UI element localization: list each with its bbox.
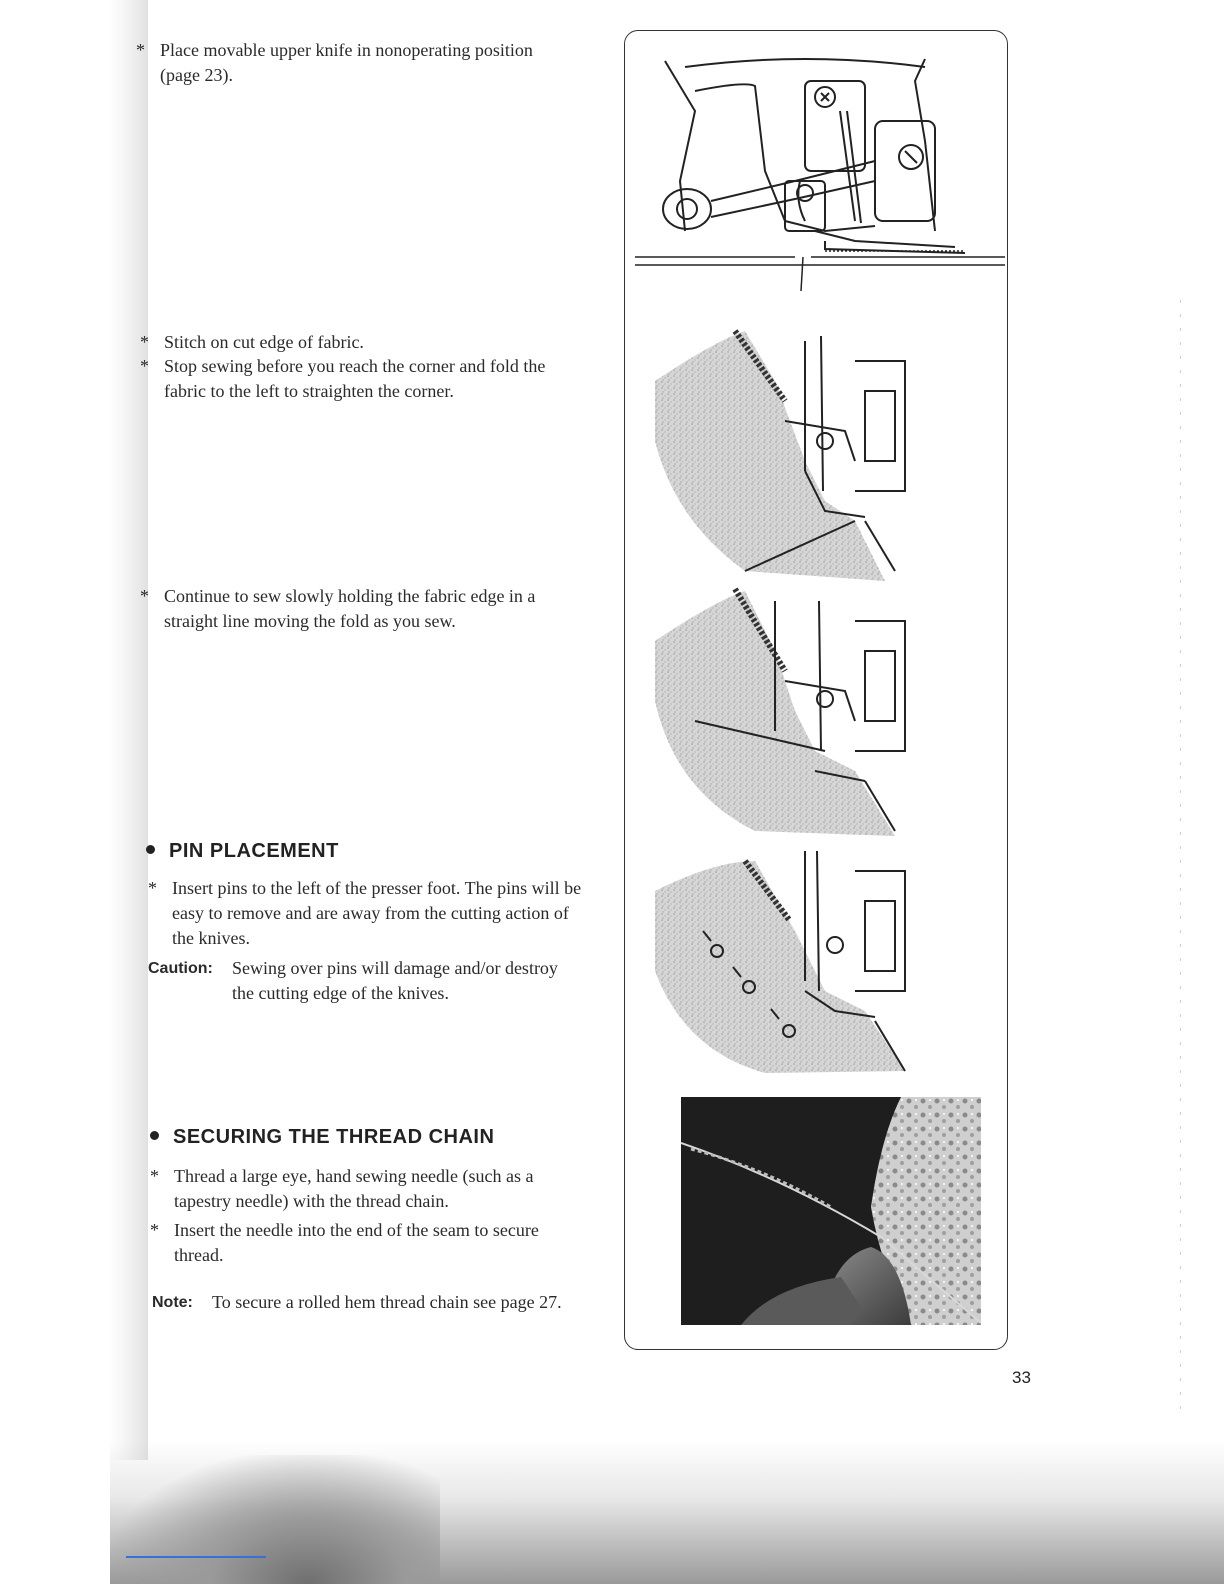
pin-placement-text: Insert pins to the left of the presser foot. The pins will be easy to remove and are away from the cutting action of the knives. (172, 878, 582, 948)
instruction-stitch-edge-text: Stitch on cut edge of fabric. (164, 332, 364, 352)
heading-bullet-dot (150, 1131, 159, 1140)
note-text: To secure a rolled hem thread chain see page 27. (212, 1292, 562, 1312)
thread-chain-photo-image (681, 1097, 981, 1325)
thread-chain-bullet-1-text: Thread a large eye, hand sewing needle (such as a tapestry needle) with the thread chain. (174, 1166, 534, 1211)
bullet-star: * (140, 332, 149, 352)
note (152, 1290, 584, 1315)
page-spine-shadow (108, 0, 148, 1460)
page-number: 33 (1012, 1368, 1031, 1387)
illustration-panel (624, 30, 1008, 1350)
caution-label: Caution: (148, 960, 213, 977)
thread-chain-photo (681, 1097, 981, 1325)
bullet-star: * (136, 40, 145, 60)
thread-chain-heading (150, 1126, 494, 1149)
bullet-star: * (140, 586, 149, 606)
bottom-corner-shadow (110, 1455, 440, 1584)
bottom-blue-line (126, 1556, 266, 1558)
caution-text: Sewing over pins will damage and/or destroy the cutting edge of the knives. (232, 958, 558, 1003)
bullet-star: * (150, 1166, 159, 1186)
thread-chain-bullet-2-text: Insert the needle into the end of the seam to secure thread. (174, 1220, 539, 1265)
pin-placement-illustration (625, 841, 1008, 1091)
knife-mechanism-illustration (625, 31, 1008, 301)
caution-note (148, 956, 584, 1006)
thread-chain-bullet-1 (150, 1164, 584, 1214)
instruction-knife-text: Place movable upper knife in nonoperating position (page 23). (160, 40, 533, 85)
instruction-continue-sew (140, 584, 580, 634)
page-edge-dots (1180, 300, 1181, 1420)
instruction-stitch-edge (140, 330, 580, 355)
bullet-star: * (148, 878, 157, 898)
pin-placement-bullet (148, 876, 584, 951)
heading-bullet-dot (146, 845, 155, 854)
bullet-star: * (150, 1220, 159, 1240)
bullet-star: * (140, 356, 149, 376)
thread-chain-bullet-2 (150, 1218, 584, 1268)
pin-placement-heading-text: PIN PLACEMENT (169, 840, 339, 862)
instruction-continue-sew-text: Continue to sew slowly holding the fabric edge in a straight line moving the fold as you sew. (164, 586, 536, 631)
note-label: Note: (152, 1294, 193, 1311)
instruction-stop-sewing-text: Stop sewing before you reach the corner and fold the fabric to the left to straighten the corner. (164, 356, 546, 401)
instruction-knife (136, 38, 576, 88)
instruction-stop-sewing (140, 354, 580, 404)
thread-chain-heading-text: SECURING THE THREAD CHAIN (173, 1126, 495, 1148)
continue-sewing-illustration (625, 581, 1008, 851)
pin-placement-heading (146, 840, 339, 863)
stitch-edge-illustration (625, 321, 1008, 591)
